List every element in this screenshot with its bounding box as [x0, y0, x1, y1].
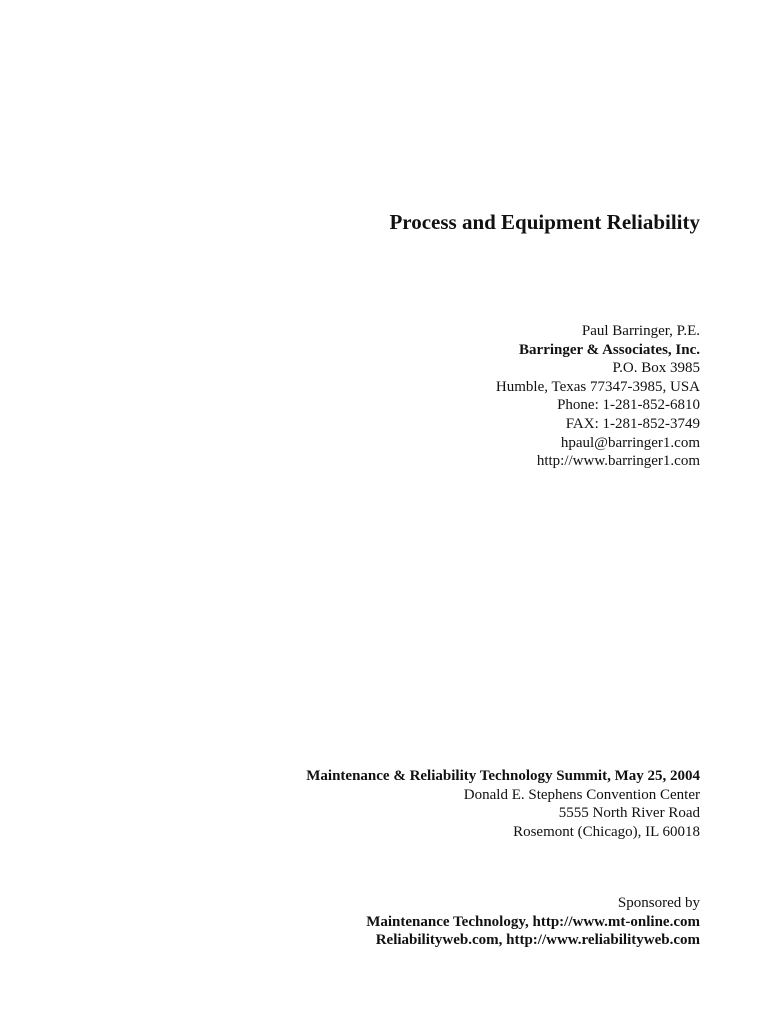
author-phone: Phone: 1-281-852-6810 — [557, 397, 700, 414]
author-website: http://www.barringer1.com — [536, 453, 700, 470]
event-street: 5555 North River Road — [558, 805, 700, 822]
sponsor-label: Sponsored by — [617, 895, 700, 911]
author-po-box: P.O. Box 3985 — [612, 360, 700, 377]
author-email: hpaul@barringer1.com — [560, 434, 700, 451]
author-company: Barringer & Associates, Inc. — [519, 341, 700, 358]
author-fax: FAX: 1-281-852-3749 — [565, 415, 700, 432]
event-block — [306, 767, 700, 841]
document-title: Process and Equipment Reliability — [389, 210, 700, 234]
event-city: Rosemont (Chicago), IL 60018 — [513, 823, 700, 840]
event-venue: Donald E. Stephens Convention Center — [463, 786, 700, 803]
sponsor-maintenance-technology: Maintenance Technology, http://www.mt-online.com — [366, 913, 700, 930]
author-block — [496, 322, 700, 471]
event-name: Maintenance & Reliability Technology Summit, May 25, 2004 — [306, 768, 700, 784]
author-name: Paul Barringer, P.E. — [581, 323, 700, 339]
sponsor-reliabilityweb: Reliabilityweb.com, http://www.reliabilityweb.com — [375, 932, 700, 949]
sponsor-block — [366, 894, 700, 950]
author-city: Humble, Texas 77347-3985, USA — [495, 378, 700, 395]
